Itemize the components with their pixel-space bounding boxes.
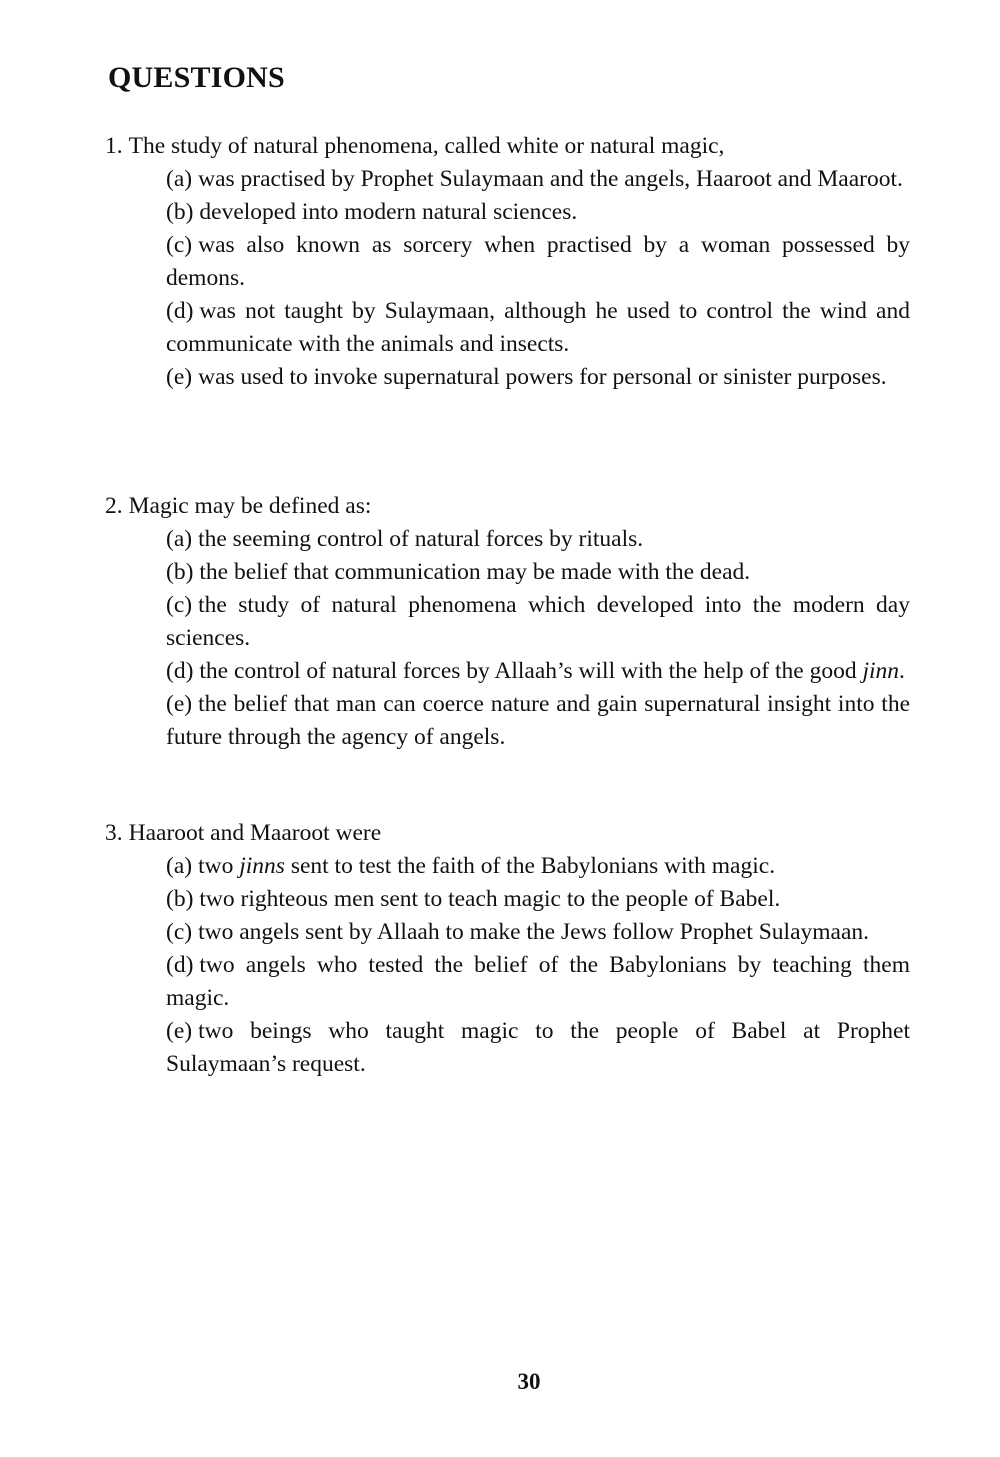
answer-option-a xyxy=(166,850,910,883)
answer-option-d xyxy=(166,655,910,688)
question-2 xyxy=(105,490,910,754)
answer-options xyxy=(105,523,910,754)
answer-option-c xyxy=(166,229,910,295)
option-letter: (c) xyxy=(166,232,193,258)
option-letter: (b) xyxy=(166,559,194,585)
question-text: Haaroot and Maaroot were xyxy=(128,820,382,846)
option-text: the study of natural phenomena which developed into the modern day sciences. xyxy=(166,592,910,651)
option-letter: (a) xyxy=(166,526,193,552)
question-number: 1. xyxy=(105,133,123,159)
question-text: The study of natural phenomena, called white or natural magic, xyxy=(128,133,725,159)
option-letter: (e) xyxy=(166,1018,193,1044)
option-text: was used to invoke supernatural powers for personal or sinister purposes. xyxy=(198,364,887,390)
option-letter: (c) xyxy=(166,592,193,618)
option-text-before: the control of natural forces by Allaah’s will with the help of the good xyxy=(199,658,857,684)
option-text-before: two xyxy=(198,853,234,879)
answer-option-e xyxy=(166,688,910,754)
answer-option-a xyxy=(166,163,910,196)
option-text-after: . xyxy=(899,658,905,684)
answer-option-d xyxy=(166,295,910,361)
answer-options xyxy=(105,163,910,394)
question-text: Magic may be defined as: xyxy=(128,493,372,519)
option-text-italic: jinn xyxy=(862,658,900,684)
question-3 xyxy=(105,817,910,1081)
option-text-italic: jinns xyxy=(239,853,285,879)
question-1 xyxy=(105,130,910,394)
page-number: 30 xyxy=(517,1369,541,1394)
option-letter: (e) xyxy=(166,691,193,717)
question-number: 3. xyxy=(105,820,123,846)
option-letter: (c) xyxy=(166,919,193,945)
answer-option-b xyxy=(166,196,910,229)
option-text: two angels sent by Allaah to make the Jews follow Prophet Sulaymaan. xyxy=(198,919,870,945)
option-letter: (d) xyxy=(166,298,194,324)
question-number: 2. xyxy=(105,493,123,519)
option-text-after: sent to test the faith of the Babylonians with magic. xyxy=(290,853,776,879)
option-text: two beings who taught magic to the people of Babel at Prophet Sulaymaan’s request. xyxy=(166,1018,910,1077)
option-letter: (a) xyxy=(166,853,193,879)
answer-option-e xyxy=(166,1015,910,1081)
answer-options xyxy=(105,850,910,1081)
answer-option-d xyxy=(166,949,910,1015)
option-text: the seeming control of natural forces by rituals. xyxy=(198,526,644,552)
question-stem xyxy=(105,490,910,523)
option-text: developed into modern natural sciences. xyxy=(199,199,578,225)
question-stem xyxy=(105,130,910,163)
answer-option-b xyxy=(166,556,910,589)
answer-option-a xyxy=(166,523,910,556)
option-text: two angels who tested the belief of the Babylonians by teaching them magic. xyxy=(166,952,910,1011)
option-text: was not taught by Sulaymaan, although he used to control the wind and communicate with the animals and insects. xyxy=(166,298,910,357)
option-text: the belief that man can coerce nature and gain supernatural insight into the future through the agency of angels. xyxy=(166,691,910,750)
option-letter: (b) xyxy=(166,886,194,912)
answer-option-c xyxy=(166,589,910,655)
question-stem xyxy=(105,817,910,850)
answer-option-b xyxy=(166,883,910,916)
option-text: was practised by Prophet Sulaymaan and the angels, Haaroot and Maaroot. xyxy=(198,166,903,192)
page-heading: QUESTIONS xyxy=(108,61,285,94)
option-text: two righteous men sent to teach magic to the people of Babel. xyxy=(199,886,781,912)
option-text: the belief that communication may be made with the dead. xyxy=(199,559,751,585)
option-letter: (a) xyxy=(166,166,193,192)
option-letter: (d) xyxy=(166,952,194,978)
answer-option-e xyxy=(166,361,910,394)
option-letter: (e) xyxy=(166,364,193,390)
answer-option-c xyxy=(166,916,910,949)
option-letter: (b) xyxy=(166,199,194,225)
option-text: was also known as sorcery when practised by a woman possessed by demons. xyxy=(166,232,910,291)
option-letter: (d) xyxy=(166,658,194,684)
